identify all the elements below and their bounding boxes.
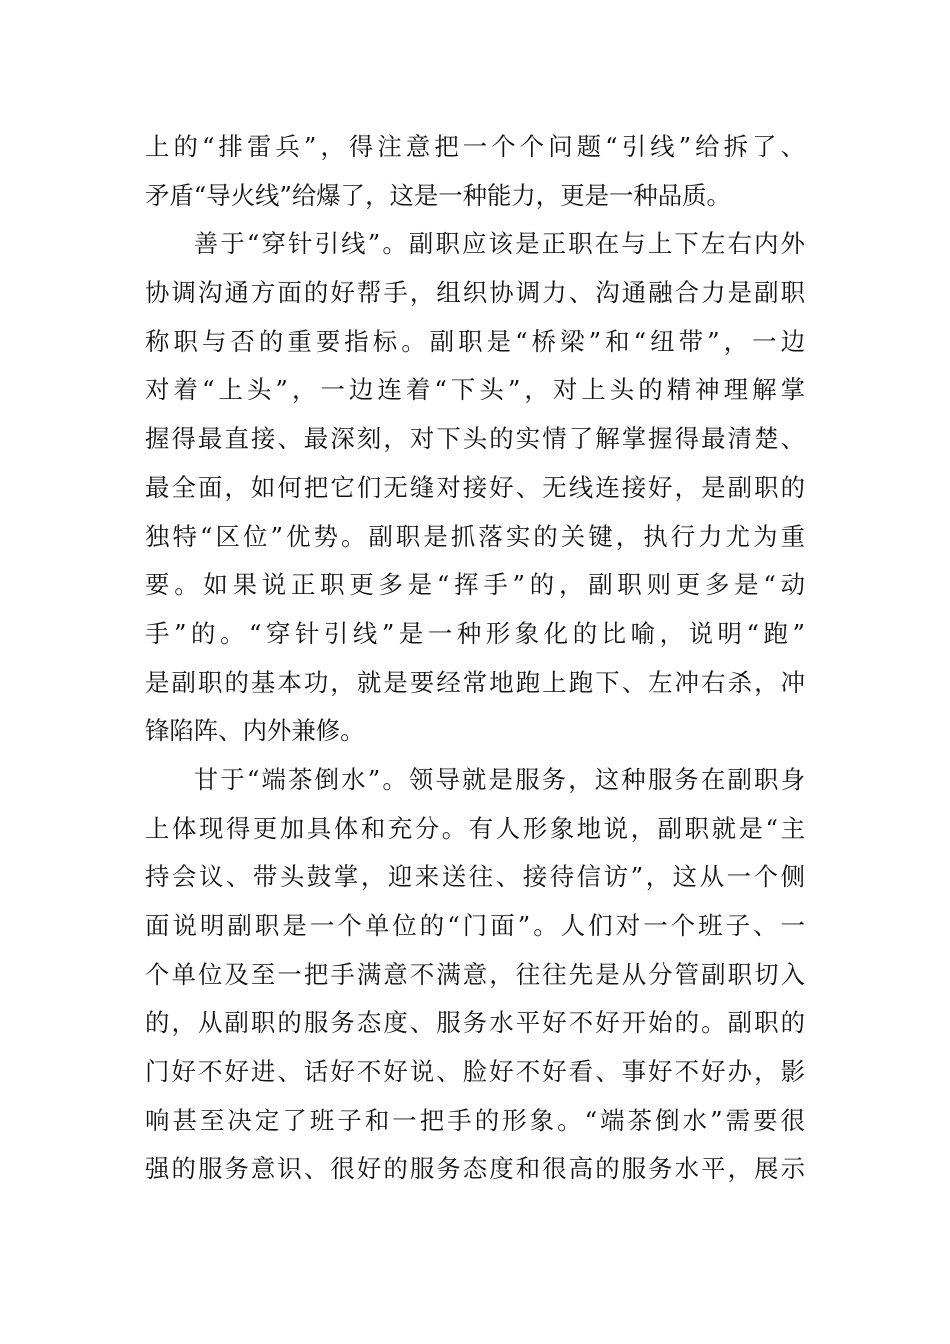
text-line: 门好不好进、话好不好说、脸好不好看、事好不好办，影 (145, 1057, 805, 1087)
text-line: 个单位及至一把手满意不满意，往往先是从分管副职切入 (145, 959, 805, 989)
text-line: 握得最直接、最深刻，对下头的实情了解掌握得最清楚、 (145, 424, 805, 454)
text-line: 是副职的基本功，就是要经常地跑上跑下、左冲右杀，冲 (145, 667, 805, 697)
text-line: 善于“穿针引线”。副职应该是正职在与上下左右内外 (193, 229, 805, 259)
body-text (145, 123, 805, 1194)
text-line: 甘于“端茶倒水”。领导就是服务，这种服务在副职身 (193, 764, 805, 794)
text-line: 的，从副职的服务态度、服务水平好不好开始的。副职的 (145, 1008, 805, 1038)
text-line: 上体现得更加具体和充分。有人形象地说，副职就是“主 (145, 813, 805, 843)
text-line: 强的服务意识、很好的服务态度和很高的服务水平，展示 (145, 1154, 805, 1184)
text-line: 对着“上头”，一边连着“下头”，对上头的精神理解掌 (145, 375, 805, 405)
text-line: 上的“排雷兵”，得注意把一个个问题“引线”给拆了、 (145, 132, 805, 161)
text-line: 独特“区位”优势。副职是抓落实的关键，执行力尤为重 (145, 521, 805, 551)
text-line: 要。如果说正职更多是“挥手”的，副职则更多是“动 (145, 570, 805, 600)
text-line: 协调沟通方面的好帮手，组织协调力、沟通融合力是副职 (145, 278, 805, 308)
text-line: 最全面，如何把它们无缝对接好、无线连接好，是副职的 (145, 472, 805, 502)
text-line: 锋陷阵、内外兼修。 (145, 716, 365, 746)
text-line: 手”的。“穿针引线”是一种形象化的比喻，说明“跑” (145, 618, 805, 648)
text-line: 响甚至决定了班子和一把手的形象。“端茶倒水”需要很 (145, 1105, 805, 1135)
text-line: 持会议、带头鼓掌，迎来送往、接待信访”，这从一个侧 (145, 862, 805, 892)
text-line: 称职与否的重要指标。副职是“桥梁”和“纽带”，一边 (145, 326, 805, 356)
text-line: 面说明副职是一个单位的“门面”。人们对一个班子、一 (145, 911, 805, 940)
text-line: 矛盾“导火线”给爆了，这是一种能力，更是一种品质。 (145, 180, 731, 210)
